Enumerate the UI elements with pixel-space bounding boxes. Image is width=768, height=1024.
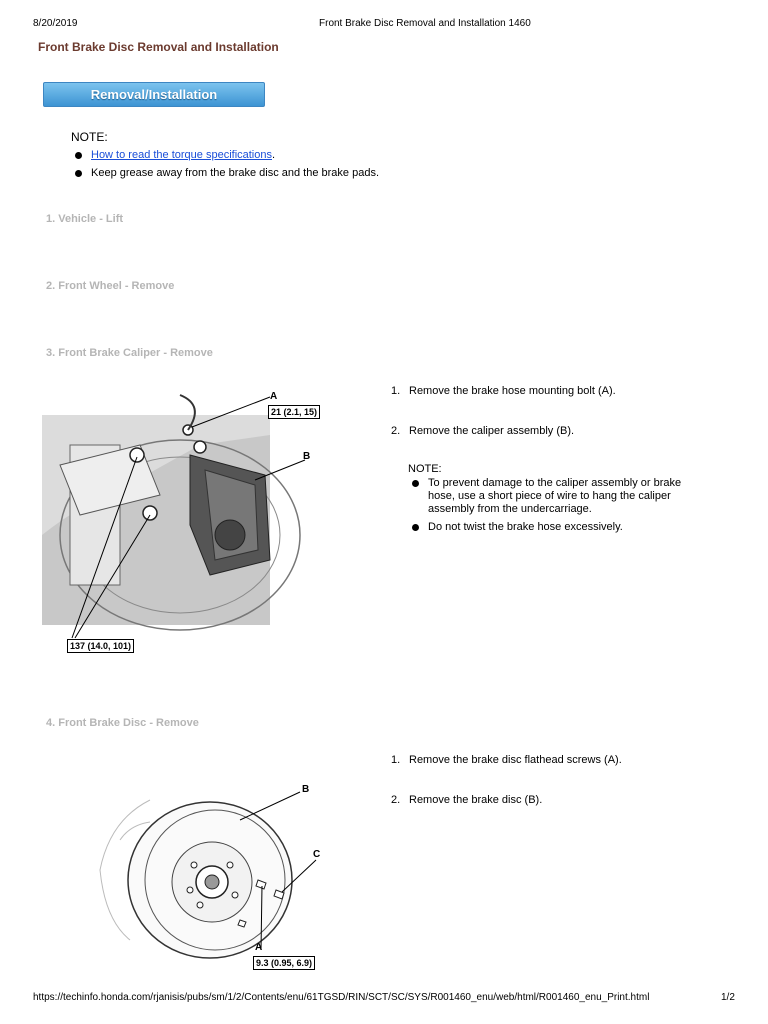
caliper-note-item: Do not twist the brake hose excessively. xyxy=(408,521,708,534)
document-title: Front Brake Disc Removal and Installation xyxy=(38,40,279,54)
general-note xyxy=(71,130,571,185)
caliper-diagram xyxy=(40,385,340,660)
removal-installation-button[interactable]: Removal/Installation xyxy=(43,82,265,107)
disc-step-2: 2. Remove the brake disc (B). xyxy=(391,794,543,806)
print-date: 8/20/2019 xyxy=(33,18,78,29)
torque-callout-a: 21 (2.1, 15) xyxy=(268,405,320,419)
bullet-icon xyxy=(412,480,419,487)
caliper-step-2: 2. Remove the caliper assembly (B). xyxy=(391,425,575,437)
caliper-instructions xyxy=(391,385,711,437)
bullet-icon xyxy=(412,524,419,531)
bullet-icon xyxy=(75,152,82,159)
callout-c: C xyxy=(313,849,321,860)
disc-instructions xyxy=(391,754,711,806)
disc-illustration xyxy=(90,780,350,975)
torque-spec-link[interactable]: How to read the torque specifications xyxy=(91,149,272,161)
callout-b: B xyxy=(303,451,311,462)
caliper-note-list xyxy=(408,477,708,534)
callout-b: B xyxy=(302,784,310,795)
caliper-note-label: NOTE: xyxy=(408,463,442,475)
step-vehicle-lift[interactable]: 1. Vehicle - Lift xyxy=(46,213,124,225)
note-label: NOTE: xyxy=(71,130,108,144)
step-front-brake-disc-remove[interactable]: 4. Front Brake Disc - Remove xyxy=(46,717,199,729)
callout-a: A xyxy=(255,942,263,953)
print-url: https://techinfo.honda.com/rjanisis/pubs/sm/1/2/Contents/enu/61TGSD/RIN/SCT/SC/SYS/R001460_enu/web/html/R001460_enu_Print.html xyxy=(33,992,650,1003)
disc-step-1: 1. Remove the brake disc flathead screws (A). xyxy=(391,754,622,766)
note-item-torque xyxy=(71,149,571,162)
print-title: Front Brake Disc Removal and Installation 1460 xyxy=(319,18,531,29)
bullet-icon xyxy=(75,170,82,177)
note-list xyxy=(71,149,571,180)
caliper-note xyxy=(408,463,708,539)
page-number: 1/2 xyxy=(721,992,735,1003)
link-suffix: . xyxy=(272,149,276,161)
brake-disc-diagram xyxy=(90,780,350,975)
torque-callout-a: 9.3 (0.95, 6.9) xyxy=(253,956,315,970)
callout-a: A xyxy=(270,391,278,402)
step-front-brake-caliper-remove[interactable]: 3. Front Brake Caliper - Remove xyxy=(46,347,213,359)
caliper-step-1: 1. Remove the brake hose mounting bolt (A). xyxy=(391,385,616,397)
note-item-grease xyxy=(71,167,571,180)
note-item-text: Keep grease away from the brake disc and the brake pads. xyxy=(91,167,380,179)
caliper-note-item: To prevent damage to the caliper assembly or brake hose, use a short piece of wire to hang the caliper assembly from the undercarriage. xyxy=(408,477,708,516)
caliper-illustration xyxy=(40,385,340,660)
torque-callout-bolts: 137 (14.0, 101) xyxy=(67,639,134,653)
step-front-wheel-remove[interactable]: 2. Front Wheel - Remove xyxy=(46,280,175,292)
